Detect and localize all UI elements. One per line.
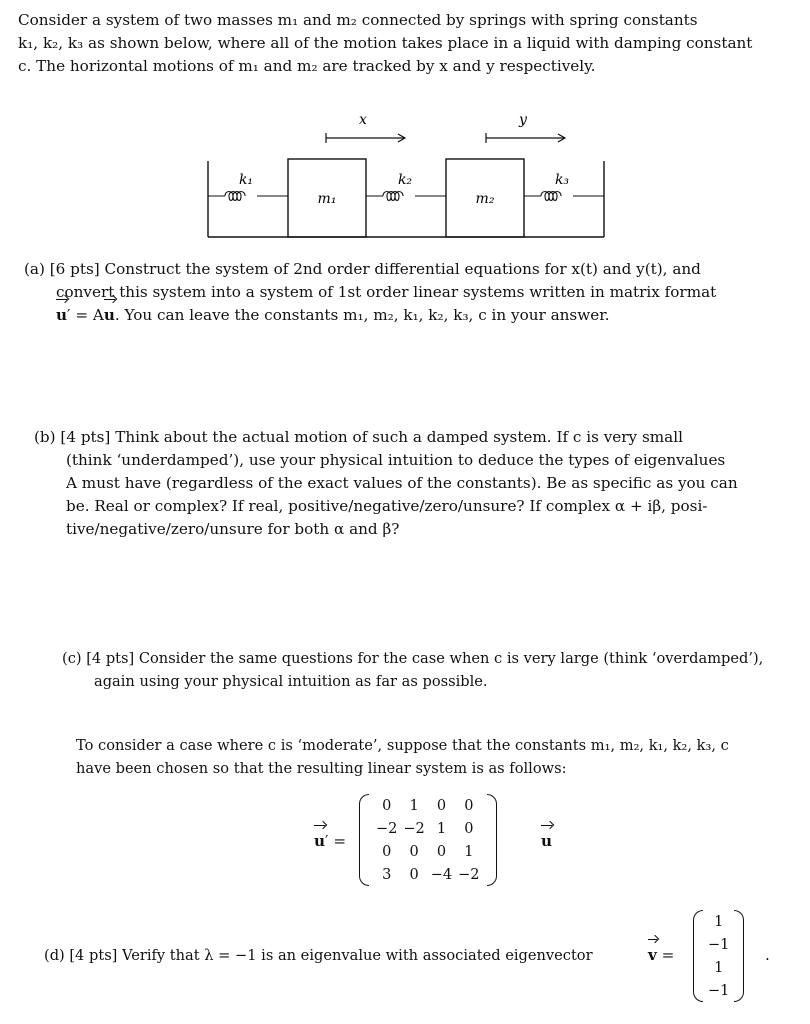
matrix-cell: 0 <box>409 843 419 860</box>
spring-mass-diagram <box>0 0 810 250</box>
intro-line-3: c. The horizontal motions of m₁ and m₂ are tracked by x and y respectively. <box>18 57 596 75</box>
moderate-line-2: have been chosen so that the resulting linear system is as follows: <box>76 760 567 777</box>
part-a-line-1: (a) [6 pts] Construct the system of 2nd order differential equations for x(t) and y(t), and <box>24 260 701 278</box>
coefficient-matrix <box>359 794 497 886</box>
matrix-row <box>373 863 483 886</box>
part-a-equation: ′ = A <box>67 306 104 324</box>
matrix-cell: 0 <box>436 797 447 814</box>
matrix-row <box>373 840 483 863</box>
matrix-cell: 0 <box>409 866 419 883</box>
intro-line-1: Consider a system of two masses m₁ and m₂ connected by springs with spring constants <box>18 11 698 29</box>
system-rhs <box>541 830 552 853</box>
matrix-cell: 3 <box>382 866 392 883</box>
y-label: y <box>519 112 527 128</box>
matrix-cell: 1 <box>436 820 447 837</box>
system-lhs <box>314 830 346 853</box>
matrix-cell: 1 <box>464 843 474 860</box>
matrix-cell: 0 <box>382 843 392 860</box>
vector-v-symbol: v <box>648 944 657 967</box>
part-b-line-4: be. Real or complex? If real, positive/negative/zero/unsure? If complex α + iβ, posi- <box>66 497 708 515</box>
part-c-line-2: again using your physical intuition as far as possible. <box>94 673 488 690</box>
part-b-line-2: (think ‘underdamped’), use your physical intuition to deduce the types of eigenvalues <box>66 451 726 469</box>
eigenvector-entry: −1 <box>708 982 730 999</box>
matrix-cell: −2 <box>458 866 480 883</box>
part-b-line-1: (b) [4 pts] Think about the actual motion of such a damped system. If c is very small <box>34 428 683 446</box>
vector-u-symbol: u <box>56 304 67 327</box>
x-arrow <box>326 133 405 143</box>
part-d-equals: = <box>661 946 675 964</box>
eigenvector-entry: −1 <box>708 936 730 953</box>
k3-label: k₃ <box>554 172 570 188</box>
part-d-text: (d) [4 pts] Verify that λ = −1 is an eigenvalue with associated eigenvector <box>44 947 593 964</box>
part-c-line-1: (c) [4 pts] Consider the same questions for the case when c is very large (think ‘overdamped’), <box>62 650 764 667</box>
matrix-cell: 0 <box>436 843 447 860</box>
matrix-row <box>373 817 483 840</box>
matrix-cell: −4 <box>430 866 453 883</box>
matrix-cell: 1 <box>409 797 419 814</box>
x-label: x <box>359 112 367 128</box>
moderate-line-1: To consider a case where c is ‘moderate’, suppose that the constants m₁, m₂, k₁, k₂, k₃, c <box>76 737 729 754</box>
part-d-vector-label <box>648 944 674 967</box>
m1-label: m₁ <box>317 191 337 207</box>
system-rhs-u: u <box>541 830 552 853</box>
k2-label: k₂ <box>397 172 413 188</box>
matrix-cell: −2 <box>376 820 398 837</box>
part-a-line-3-tail: . You can leave the constants m₁, m₂, k₁, k₂, k₃, c in your answer. <box>114 306 610 324</box>
eigenvector-entry: 1 <box>714 913 724 930</box>
y-arrow <box>486 133 565 143</box>
m2-label: m₂ <box>475 191 495 207</box>
spring-k2 <box>366 192 446 201</box>
intro-line-2: k₁, k₂, k₃ as shown below, where all of the motion takes place in a liquid with damping constant <box>18 34 753 52</box>
system-lhs-u: u <box>314 830 325 853</box>
part-b-line-3: A must have (regardless of the exact values of the constants). Be as specific as you can <box>66 474 738 492</box>
matrix-row <box>373 794 483 817</box>
system-equals: ′ = <box>325 832 347 850</box>
part-a-line-2: convert this system into a system of 1st order linear systems written in matrix format <box>56 283 717 301</box>
spring-k1 <box>208 192 288 201</box>
matrix-cell: −2 <box>403 820 425 837</box>
k1-label: k₁ <box>238 172 254 188</box>
vector-u-symbol-2: u <box>104 304 115 327</box>
eigenvector-entry: 1 <box>714 959 724 976</box>
spring-k3 <box>524 192 604 201</box>
matrix-cell: 0 <box>464 797 474 814</box>
part-b-line-5: tive/negative/zero/unsure for both α and β? <box>66 520 400 538</box>
matrix-cell: 0 <box>382 797 392 814</box>
eigenvector-column <box>693 910 744 1002</box>
part-a-line-3 <box>56 304 610 327</box>
part-d-period: . <box>765 946 770 964</box>
matrix-cell: 0 <box>464 820 474 837</box>
